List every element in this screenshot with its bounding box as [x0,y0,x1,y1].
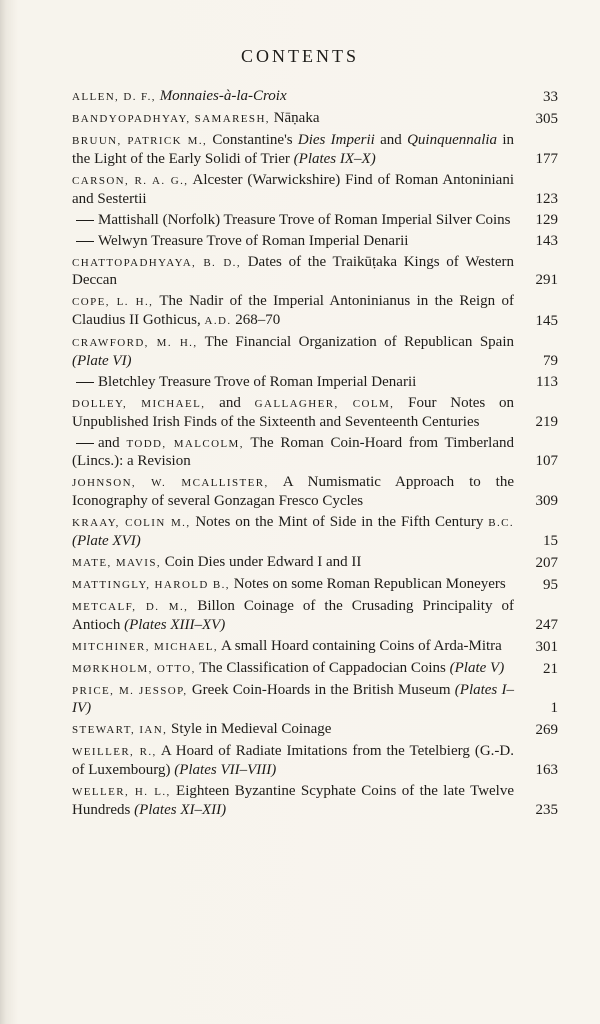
ditto-dash [76,382,94,383]
entry-author: MITCHINER, MICHAEL, [72,640,219,653]
toc-entry [72,293,558,331]
entry-title: Four Notes on Unpublished Irish Finds of the Sixteenth and Seventeenth Centuries [72,394,515,430]
entry-page: 143 [535,232,558,249]
entry-author: CARSON, R. A. G., [72,174,189,187]
toc-entry [72,88,558,107]
toc-entry [72,682,558,719]
entry-page: 163 [535,762,558,779]
ditto-dash [76,241,94,242]
entry-joiner: and [219,394,241,411]
entry-page: 95 [543,576,558,593]
entry-page: 1 [550,700,558,717]
entry-page: 21 [543,660,558,677]
entry-author2: GALLAGHER, COLM, [254,397,395,410]
entry-title: Bletchley Treasure Trove of Roman Imperial Denarii [98,373,417,390]
entry-page: 107 [535,453,558,470]
entry-title: Monnaies-à-la-Croix [159,88,287,104]
toc-entry [72,660,558,679]
toc-entry [72,334,558,371]
toc-entry [72,721,558,740]
entry-title: The Classification of Cappadocian Coins [199,659,446,676]
toc-entry [72,395,558,432]
entry-author: KRAAY, COLIN M., [72,517,191,530]
entry-page: 219 [535,413,558,430]
entry-page: 33 [543,89,558,105]
entry-author: BRUUN, PATRICK M., [72,134,208,147]
entry-author: JOHNSON, W. MCALLISTER, [72,477,269,490]
entry-page: 305 [535,110,558,127]
entry-author: WELLER, H. L., [72,786,171,799]
contents-list [72,88,558,823]
entry-page: 113 [536,373,558,390]
entry-page: 145 [535,313,558,330]
entry-author: STEWART, IAN, [72,724,168,737]
toc-entry [72,474,558,511]
entry-title: Eighteen Byzantine Scyphate Coins of the late Twelve Hundreds [72,783,515,819]
entry-title: Alcester (Warwickshire) Find of Roman Antoniniani and Sestertii [72,171,514,207]
entry-title: Notes on some Roman Republican Moneyers [233,575,506,592]
entry-plates: (Plate V) [449,659,505,676]
toc-entry [72,638,558,657]
entry-title: Dates of the Traikūṭaka Kings of Western Deccan [72,253,514,289]
page-title: CONTENTS [241,46,359,66]
entry-plates: (Plate XVI) [72,532,141,549]
entry-title: Notes on the Mint of Side in the Fifth Century [195,514,484,531]
entry-title: Greek Coin-Hoards in the British Museum [191,681,451,698]
toc-entry [72,254,558,291]
entry-title: Coin Dies under Edward I and II [164,553,362,570]
entry-title-part: Constantine's [212,131,293,148]
entry-title-part: Dies Imperii [297,131,375,148]
entry-page: 177 [535,150,558,167]
toc-entry [72,233,558,251]
toc-entry [72,514,558,551]
entry-era: B.C. [488,517,514,530]
entry-author: COPE, L. H., [72,296,154,309]
entry-title: Billon Coinage of the Crusading Principality of Antioch [72,597,515,633]
entry-author: MATE, MAVIS, [72,556,162,569]
entry-plates: (Plates VII–VIII) [174,762,277,779]
entry-page: 15 [543,532,558,549]
toc-entry [72,172,558,209]
toc-entry [72,743,558,780]
ditto-dash [76,443,94,444]
toc-entry [72,374,558,392]
entry-page: 247 [535,616,558,633]
toc-entry [72,783,558,820]
entry-title: Nāṇaka [273,109,320,126]
entry-page: 79 [543,352,558,369]
entry-page: 235 [535,802,558,819]
entry-page: 269 [535,722,558,739]
entry-title: A Hoard of Radiate Imitations from the Tetelbierg (G.-D. of Luxembourg) [72,743,514,779]
entry-plates: (Plates XIII–XV) [124,616,226,633]
entry-era: A.D. [204,315,232,328]
toc-entry [72,598,558,635]
entry-author: METCALF, D. M., [72,600,189,613]
entry-plates: (Plates XI–XII) [134,802,227,819]
entry-title-part: and [380,131,402,148]
entry-title: Mattishall (Norfolk) Treasure Trove of Roman Imperial Silver Coins [98,211,511,228]
entry-plates: (Plate VI) [72,352,132,369]
entry-plates: (Plates IX–X) [293,150,376,167]
entry-author: WEILLER, R., [72,746,157,759]
toc-entry [72,435,558,472]
ditto-dash [76,220,94,221]
entry-page: 291 [535,272,558,289]
entry-title-part: in the Light of the Early Solidi of Trier [72,131,515,167]
entry-title: Style in Medieval Coinage [171,721,332,738]
entry-author2: TODD, MALCOLM, [126,437,244,450]
entry-author: ALLEN, D. F., [72,91,156,103]
entry-title: A Numismatic Approach to the Iconography of several Gonzagan Fresco Cycles [72,474,514,510]
entry-author: CRAWFORD, M. H., [72,337,198,350]
entry-author: DOLLEY, MICHAEL, [72,397,206,410]
entry-title: The Financial Organization of Republican Spain [204,334,514,351]
entry-author: PRICE, M. JESSOP, [72,684,188,697]
toc-entry [72,554,558,573]
toc-entry [72,212,558,230]
entry-page: 207 [535,554,558,571]
entry-title-part: Quinquennalia [407,131,498,148]
entry-joiner: and [98,434,120,451]
entry-title: The Nadir of the Imperial Antoninianus in the Reign of Claudius II Gothicus, [72,293,515,329]
entry-author: MATTINGLY, HAROLD B., [72,578,230,591]
entry-page: 129 [535,211,558,228]
entry-author: CHATTOPADHYAYA, B. D., [72,256,241,269]
entry-author: MØRKHOLM, OTTO, [72,662,196,675]
entry-title: The Roman Coin-Hoard from Timberland (Lincs.): a Revision [72,434,515,470]
toc-entry [72,132,558,169]
entry-page: 309 [535,493,558,510]
entry-author: BANDYOPADHYAY, SAMARESH, [72,112,270,125]
entry-title: Welwyn Treasure Trove of Roman Imperial Denarii [98,232,409,249]
entry-page: 301 [535,638,558,655]
toc-entry [72,110,558,129]
toc-entry [72,576,558,595]
entry-title: A small Hoard containing Coins of Arda-Mitra [221,637,502,654]
entry-plates: (Plates I–IV) [72,681,515,717]
entry-title-end: 268–70 [235,312,281,329]
entry-page: 123 [535,190,558,207]
